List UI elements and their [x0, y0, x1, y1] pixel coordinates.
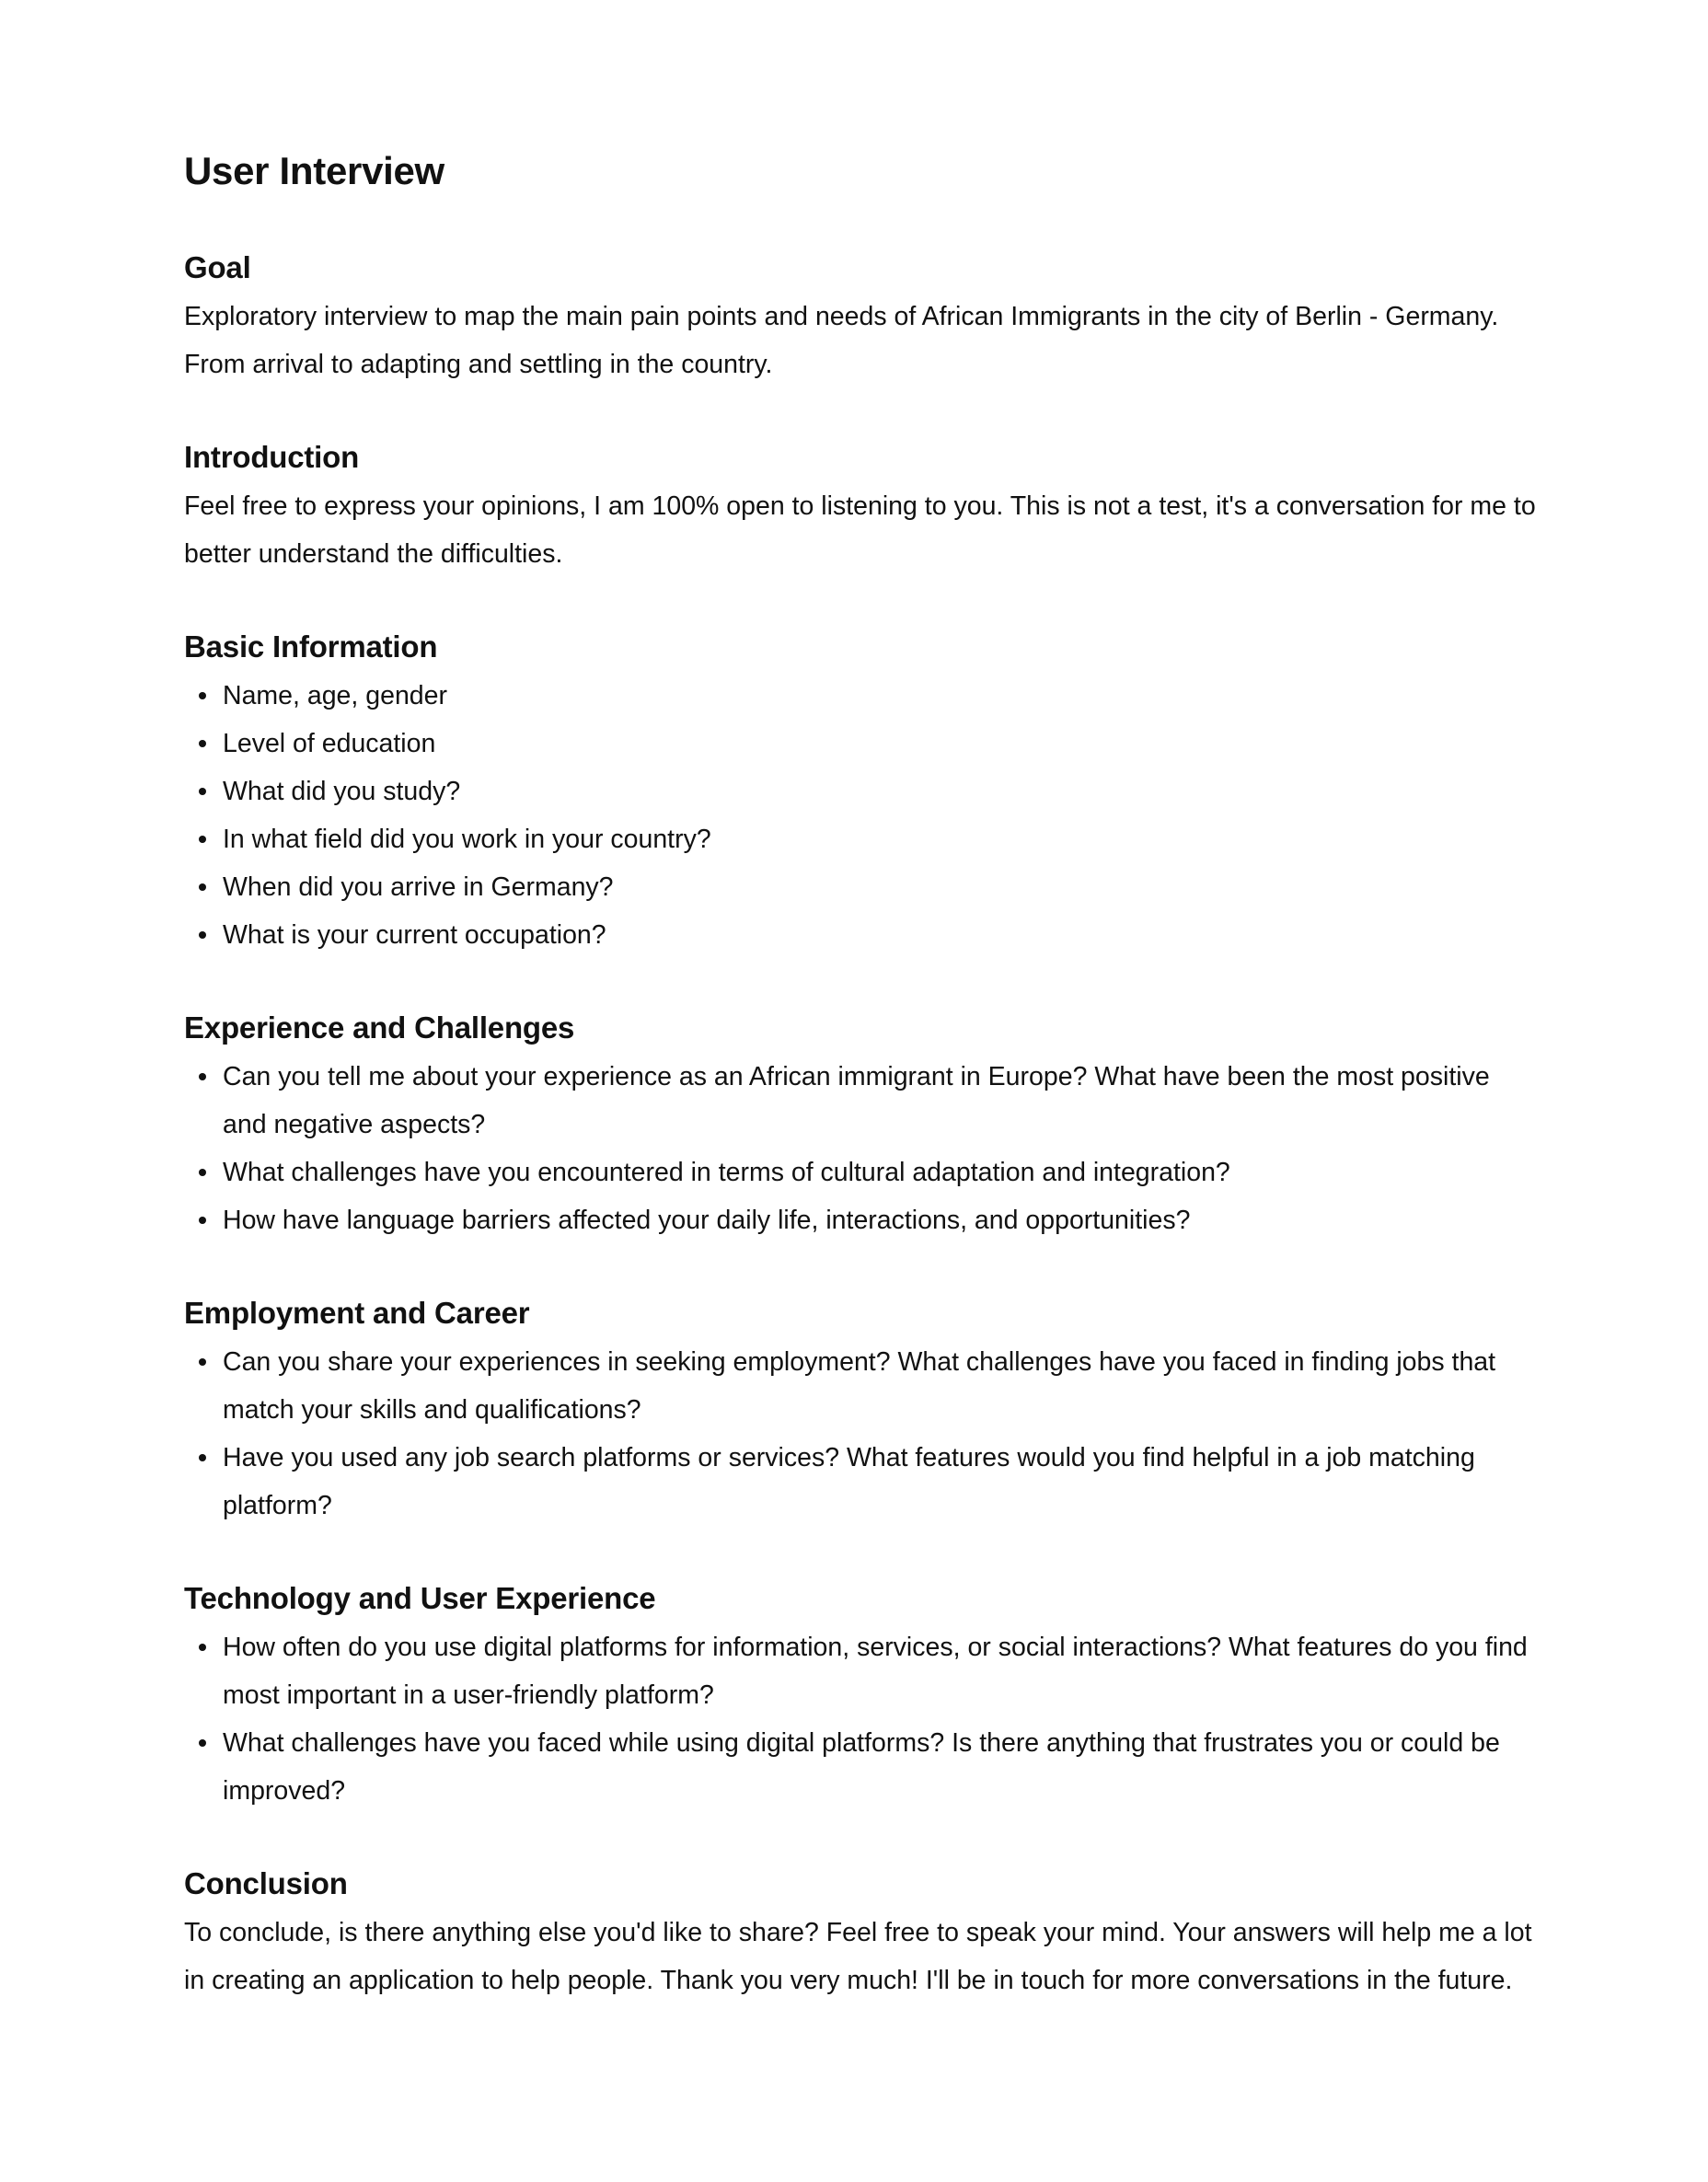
list-item [223, 720, 1537, 768]
list-item-text: What is your current occupation? [223, 920, 606, 950]
section-technology-ux [184, 1577, 1537, 1815]
bullet-icon [199, 1644, 206, 1651]
list-item [223, 911, 1537, 959]
section-heading-experience-challenges: Experience and Challenges [184, 1010, 575, 1045]
bullet-icon [199, 1217, 206, 1224]
list-item-text: How often do you use digital platforms for information, services, or social interactions? What features do you find most important in a user-friendly platform? [223, 1633, 1528, 1710]
bullet-icon [199, 1454, 206, 1461]
bullet-icon [199, 692, 206, 699]
list-item [223, 768, 1537, 815]
bullet-icon [199, 740, 206, 747]
list-item-text: What challenges have you encountered in terms of cultural adaptation and integration? [223, 1158, 1230, 1187]
section-introduction [184, 436, 1537, 578]
list-item [223, 672, 1537, 720]
list-item-text: Can you share your experiences in seeking employment? What challenges have you faced in finding jobs that match your skills and qualifications? [223, 1347, 1496, 1425]
section-heading-conclusion: Conclusion [184, 1866, 348, 1900]
list-item [223, 1719, 1537, 1815]
bullet-icon [199, 1073, 206, 1080]
section-experience-challenges [184, 1007, 1537, 1244]
list-item [223, 815, 1537, 863]
experience-challenges-list [184, 1053, 1537, 1244]
bullet-icon [199, 883, 206, 891]
list-item-text: How have language barriers affected your daily life, interactions, and opportunities? [223, 1206, 1191, 1235]
list-item-text: In what field did you work in your country? [223, 825, 711, 854]
list-item [223, 1149, 1537, 1196]
list-item-text: What challenges have you faced while using digital platforms? Is there anything that frustrates you or could be improved? [223, 1728, 1500, 1806]
section-body-conclusion: To conclude, is there anything else you'd like to share? Feel free to speak your mind. Your answers will help me a lot in creating an application to help people. Thank you very much! I'll be in touch for more conversations in the future. [184, 1918, 1532, 1995]
bullet-icon [199, 931, 206, 939]
bullet-icon [199, 1358, 206, 1366]
list-item [223, 1053, 1537, 1149]
bullet-icon [199, 1169, 206, 1176]
list-item [223, 1196, 1537, 1244]
bullet-icon [199, 788, 206, 795]
section-heading-technology-ux: Technology and User Experience [184, 1581, 656, 1615]
list-item-text: When did you arrive in Germany? [223, 872, 614, 902]
page-title: User Interview [184, 149, 444, 192]
list-item-text: Name, age, gender [223, 681, 447, 710]
section-heading-introduction: Introduction [184, 440, 360, 474]
list-item-text: Have you used any job search platforms or services? What features would you find helpful in a job matching platform? [223, 1443, 1475, 1520]
section-body-goal: Exploratory interview to map the main pain points and needs of African Immigrants in the city of Berlin - Germany. From arrival to adapting and settling in the country. [184, 302, 1499, 379]
employment-career-list [184, 1338, 1537, 1530]
section-basic-information [184, 626, 1537, 959]
section-body-introduction: Feel free to express your opinions, I am 100% open to listening to you. This is not a test, it's a conversation for me to better understand the difficulties. [184, 491, 1536, 569]
document-page [184, 144, 1537, 2004]
list-item-text: Can you tell me about your experience as an African immigrant in Europe? What have been the most positive and negative aspects? [223, 1062, 1490, 1139]
section-heading-basic-information: Basic Information [184, 629, 438, 664]
section-goal [184, 247, 1537, 388]
bullet-icon [199, 836, 206, 843]
section-heading-goal: Goal [184, 250, 251, 284]
technology-ux-list [184, 1623, 1537, 1815]
list-item-text: What did you study? [223, 777, 461, 806]
section-heading-employment-career: Employment and Career [184, 1296, 530, 1330]
list-item [223, 1434, 1537, 1530]
list-item [223, 1623, 1537, 1719]
list-item [223, 1338, 1537, 1434]
list-item-text: Level of education [223, 729, 436, 758]
list-item [223, 863, 1537, 911]
bullet-icon [199, 1739, 206, 1747]
section-employment-career [184, 1292, 1537, 1530]
section-conclusion [184, 1863, 1537, 2004]
basic-information-list [184, 672, 1537, 959]
